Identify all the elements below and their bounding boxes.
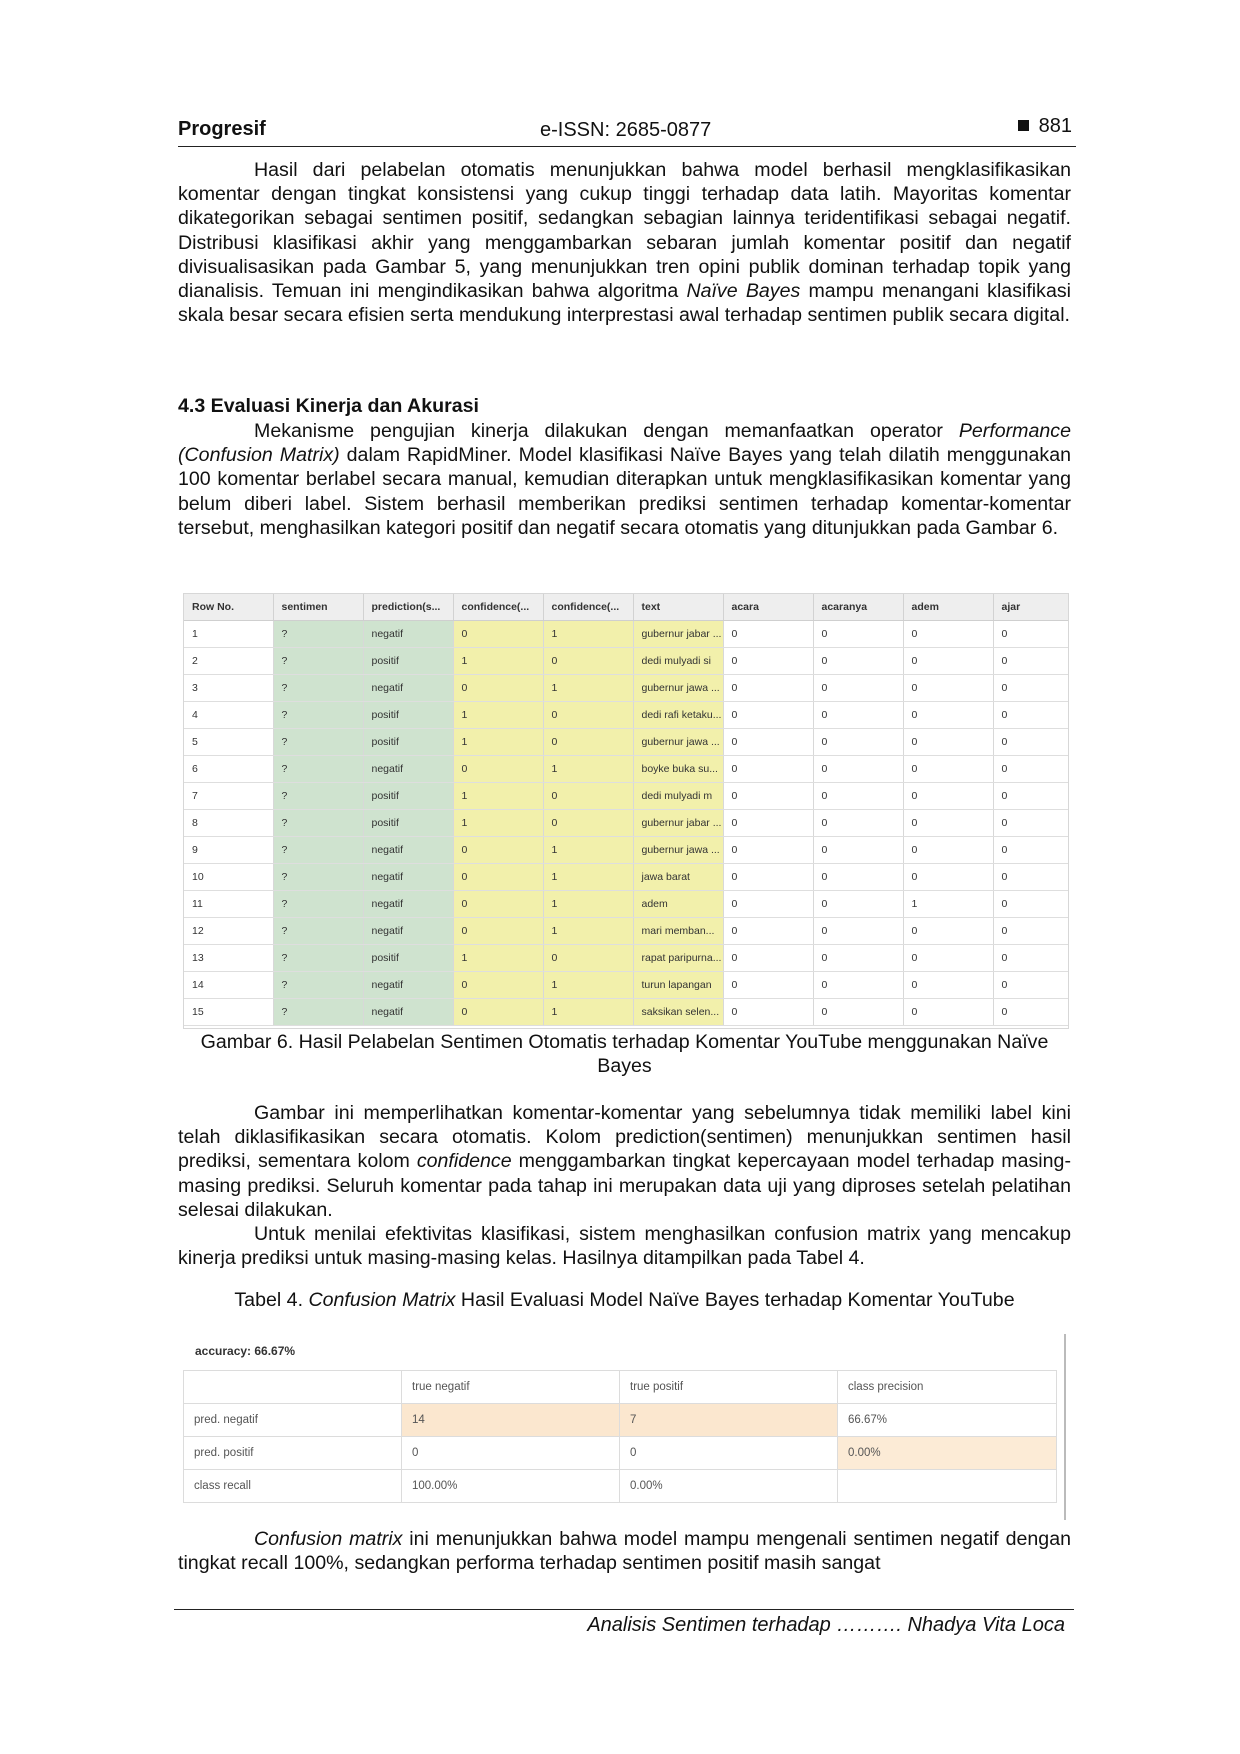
- table-cell: 0: [723, 675, 813, 702]
- figure-6-header-row: [184, 594, 1068, 621]
- table-cell: 0: [453, 837, 543, 864]
- table-cell: positif: [363, 729, 453, 756]
- table-cell: negatif: [363, 756, 453, 783]
- table-cell: dedi mulyadi m: [633, 783, 723, 810]
- table-cell: negatif: [363, 918, 453, 945]
- figure-6-header-cell: confidence(...: [543, 594, 633, 621]
- confusion-cell: 0.00%: [620, 1470, 838, 1503]
- table-cell: 13: [184, 945, 273, 972]
- table-cell: 1: [543, 675, 633, 702]
- table-cell: ?: [273, 702, 363, 729]
- table-cell: ?: [273, 972, 363, 999]
- table-cell: negatif: [363, 675, 453, 702]
- table-4-caption: [178, 1288, 1071, 1312]
- table-cell: gubernur jawa ...: [633, 837, 723, 864]
- confusion-matrix-scrollbar: [1064, 1334, 1066, 1520]
- table-cell: gubernur jabar ...: [633, 810, 723, 837]
- table-cell: 0: [993, 729, 1068, 756]
- table-cell: 0: [813, 918, 903, 945]
- table-row: [184, 675, 1068, 702]
- table-cell: 0: [453, 621, 543, 648]
- table-cell: 0: [903, 864, 993, 891]
- table-cell: 0: [453, 918, 543, 945]
- table-cell: adem: [633, 891, 723, 918]
- paragraph-1-text-b: mampu menangani klasifikasi skala besar secara efisien serta mendukung interprestasi awal terhadap sentimen publik secara digital.: [178, 280, 1071, 327]
- table-cell: 7: [184, 783, 273, 810]
- table-cell: 0: [993, 810, 1068, 837]
- table-cell: 0: [993, 837, 1068, 864]
- table-cell: 0: [993, 702, 1068, 729]
- table-row: [184, 999, 1068, 1026]
- table-cell: ?: [273, 756, 363, 783]
- figure-6-header-cell: ajar: [993, 594, 1068, 621]
- table-cell: 0: [453, 972, 543, 999]
- table-cell: 0: [993, 972, 1068, 999]
- figure-6-header-cell: prediction(s...: [363, 594, 453, 621]
- table-cell: 0: [723, 837, 813, 864]
- confusion-cell: 7: [620, 1404, 838, 1437]
- table-row: [184, 756, 1068, 783]
- table-cell: negatif: [363, 621, 453, 648]
- table-cell: 0: [453, 864, 543, 891]
- table-cell: ?: [273, 891, 363, 918]
- table-cell: 0: [993, 783, 1068, 810]
- figure-6-table: [183, 593, 1069, 1029]
- paragraph-1-text-a: Hasil dari pelabelan otomatis menunjukkan bahwa model berhasil mengklasifikasikan komentar dengan tingkat konsistensi yang cukup tinggi terhadap data latih. Mayoritas komentar dikategorikan sebagai sentimen positif, sedangkan sebagian lainnya teridentifikasi sebagai negatif. Distribusi klasifikasi akhir yang menggambarkan sebaran jumlah komentar positif dan negatif divisualisasikan pada Gambar 5, yang menunjukkan tren opini publik dominan terhadap topik yang dianalisis. Temuan ini mengindikasikan bahwa algoritma: [178, 159, 1071, 303]
- paragraph-5: [178, 1527, 1071, 1575]
- table-cell: 0: [813, 783, 903, 810]
- figure-6-header-cell: text: [633, 594, 723, 621]
- confusion-cell: class recall: [184, 1470, 402, 1503]
- table-cell: 0: [903, 999, 993, 1026]
- table-cell: 0: [993, 999, 1068, 1026]
- table-row: [184, 702, 1068, 729]
- table-row: [184, 1404, 1057, 1437]
- table-cell: 0: [543, 945, 633, 972]
- paragraph-4-text: Untuk menilai efektivitas klasifikasi, sistem menghasilkan confusion matrix yang mencakup kinerja prediksi untuk masing-masing kelas. Hasilnya ditampilkan pada Tabel 4.: [178, 1223, 1071, 1270]
- page-number-value: 881: [1038, 115, 1072, 137]
- confusion-cell: [838, 1470, 1057, 1503]
- table-cell: 0: [903, 837, 993, 864]
- table-cell: 0: [993, 621, 1068, 648]
- table-cell: 0: [903, 729, 993, 756]
- table-row: [184, 918, 1068, 945]
- table-cell: ?: [273, 945, 363, 972]
- table-row: [184, 891, 1068, 918]
- paragraph-3-italic: confidence: [416, 1150, 512, 1173]
- paragraph-2: [178, 419, 1071, 540]
- table-cell: 0: [723, 648, 813, 675]
- table-cell: ?: [273, 999, 363, 1026]
- table-row: [184, 783, 1068, 810]
- table-cell: 0: [453, 675, 543, 702]
- table-cell: 0: [723, 864, 813, 891]
- confusion-cell: 0: [402, 1437, 620, 1470]
- table-cell: 14: [184, 972, 273, 999]
- table-cell: dedi rafi ketaku...: [633, 702, 723, 729]
- table-row: [184, 837, 1068, 864]
- table-cell: 1: [543, 918, 633, 945]
- table-cell: 0: [993, 864, 1068, 891]
- confusion-matrix: [183, 1334, 1067, 1520]
- paragraph-2-text-a: Mekanisme pengujian kinerja dilakukan dengan memanfaatkan operator: [254, 420, 959, 442]
- confusion-cell: true negatif: [402, 1371, 620, 1404]
- table-cell: 0: [723, 945, 813, 972]
- table-cell: ?: [273, 783, 363, 810]
- table-cell: 0: [723, 891, 813, 918]
- table-cell: 0: [993, 675, 1068, 702]
- accuracy-label: accuracy: 66.67%: [195, 1344, 296, 1358]
- confusion-cell: [184, 1371, 402, 1404]
- table-row: [184, 1470, 1057, 1503]
- table-cell: positif: [363, 702, 453, 729]
- table-4-caption-a: Tabel 4.: [234, 1289, 309, 1311]
- table-cell: mari memban...: [633, 918, 723, 945]
- table-row: [184, 729, 1068, 756]
- table-cell: 0: [543, 702, 633, 729]
- table-cell: 0: [723, 702, 813, 729]
- table-cell: 0: [543, 729, 633, 756]
- table-cell: positif: [363, 810, 453, 837]
- table-cell: 3: [184, 675, 273, 702]
- table-cell: 0: [903, 621, 993, 648]
- table-cell: 0: [903, 675, 993, 702]
- confusion-cell: 0: [620, 1437, 838, 1470]
- table-cell: jawa barat: [633, 864, 723, 891]
- table-cell: 0: [723, 999, 813, 1026]
- table-cell: 0: [453, 756, 543, 783]
- section-heading: 4.3 Evaluasi Kinerja dan Akurasi: [178, 395, 479, 417]
- table-cell: 1: [453, 783, 543, 810]
- table-cell: 0: [903, 756, 993, 783]
- table-cell: 1: [184, 621, 273, 648]
- table-cell: 4: [184, 702, 273, 729]
- table-cell: 0: [723, 729, 813, 756]
- confusion-cell: 14: [402, 1404, 620, 1437]
- table-row: [184, 810, 1068, 837]
- table-cell: dedi mulyadi si: [633, 648, 723, 675]
- table-cell: 0: [543, 783, 633, 810]
- table-cell: 0: [993, 945, 1068, 972]
- table-cell: 0: [723, 756, 813, 783]
- table-row: [184, 972, 1068, 999]
- table-cell: 0: [723, 972, 813, 999]
- table-cell: 0: [993, 648, 1068, 675]
- confusion-cell: 66.67%: [838, 1404, 1057, 1437]
- table-cell: 0: [993, 756, 1068, 783]
- square-bullet-icon: [1018, 120, 1029, 131]
- paragraph-1-italic: Naïve Bayes: [686, 280, 801, 303]
- table-cell: 0: [903, 918, 993, 945]
- journal-name: Progresif: [178, 118, 266, 140]
- table-cell: 1: [903, 891, 993, 918]
- paragraph-4: [178, 1222, 1071, 1270]
- table-cell: 0: [813, 891, 903, 918]
- table-cell: 0: [813, 972, 903, 999]
- table-cell: 0: [993, 918, 1068, 945]
- confusion-cell: 100.00%: [402, 1470, 620, 1503]
- table-cell: turun lapangan: [633, 972, 723, 999]
- table-cell: 0: [903, 972, 993, 999]
- page-number: [1018, 115, 1072, 138]
- paragraph-1: [178, 158, 1071, 327]
- table-cell: 0: [723, 783, 813, 810]
- figure-6-header-cell: acara: [723, 594, 813, 621]
- confusion-cell: pred. positif: [184, 1437, 402, 1470]
- table-cell: 9: [184, 837, 273, 864]
- table-cell: 0: [813, 675, 903, 702]
- table-4-caption-b: Hasil Evaluasi Model Naïve Bayes terhadap Komentar YouTube: [455, 1289, 1015, 1311]
- table-cell: 0: [813, 810, 903, 837]
- table-cell: negatif: [363, 999, 453, 1026]
- table-cell: 1: [453, 648, 543, 675]
- table-cell: ?: [273, 621, 363, 648]
- table-cell: 1: [543, 972, 633, 999]
- paragraph-5-italic: Confusion matrix: [254, 1528, 403, 1550]
- paragraph-5-text: ini menunjukkan bahwa model mampu mengenali sentimen negatif dengan tingkat recall 100%, sedangkan performa terhadap sentimen positif masih sangat: [178, 1528, 1071, 1575]
- table-cell: 11: [184, 891, 273, 918]
- figure-6-header-cell: Row No.: [184, 594, 273, 621]
- confusion-cell: class precision: [838, 1371, 1057, 1404]
- table-cell: 0: [453, 999, 543, 1026]
- table-cell: 0: [813, 621, 903, 648]
- table-cell: 0: [813, 648, 903, 675]
- table-cell: 0: [903, 945, 993, 972]
- table-row: [184, 1437, 1057, 1470]
- paragraph-3: [178, 1101, 1071, 1222]
- table-cell: 0: [813, 729, 903, 756]
- paragraph-2-text-b: dalam RapidMiner. Model klasifikasi Naïve Bayes yang telah dilatih menggunakan 100 komentar berlabel secara manual, kemudian diterapkan untuk mengklasifikasikan komentar yang belum diberi label. Sistem berhasil memberikan prediksi sentimen terhadap komentar-komentar tersebut, menghasilkan kategori positif dan negatif secara otomatis yang ditunjukkan pada Gambar 6.: [178, 444, 1071, 539]
- table-cell: ?: [273, 864, 363, 891]
- table-cell: positif: [363, 783, 453, 810]
- table-cell: 1: [543, 621, 633, 648]
- table-cell: rapat paripurna...: [633, 945, 723, 972]
- confusion-header-row: [184, 1371, 1057, 1404]
- table-cell: 8: [184, 810, 273, 837]
- table-cell: ?: [273, 810, 363, 837]
- table-cell: positif: [363, 648, 453, 675]
- table-cell: gubernur jawa ...: [633, 729, 723, 756]
- table-cell: ?: [273, 648, 363, 675]
- table-cell: ?: [273, 837, 363, 864]
- journal-issn: e-ISSN: 2685-0877: [540, 119, 712, 141]
- table-cell: 0: [903, 783, 993, 810]
- page-footer: Analisis Sentimen terhadap ………. Nhadya Vita Loca: [587, 1614, 1065, 1636]
- table-cell: negatif: [363, 864, 453, 891]
- table-cell: 1: [543, 837, 633, 864]
- figure-6-header-cell: adem: [903, 594, 993, 621]
- table-cell: positif: [363, 945, 453, 972]
- figure-6-header-cell: sentimen: [273, 594, 363, 621]
- table-cell: 1: [543, 864, 633, 891]
- table-row: [184, 945, 1068, 972]
- table-cell: ?: [273, 918, 363, 945]
- table-cell: ?: [273, 675, 363, 702]
- table-cell: gubernur jawa ...: [633, 675, 723, 702]
- table-cell: 1: [453, 702, 543, 729]
- table-cell: 10: [184, 864, 273, 891]
- table-cell: ?: [273, 729, 363, 756]
- table-cell: 1: [453, 729, 543, 756]
- table-cell: 0: [543, 810, 633, 837]
- table-cell: 0: [813, 945, 903, 972]
- figure-6-header-cell: confidence(...: [453, 594, 543, 621]
- table-cell: 0: [723, 918, 813, 945]
- table-cell: 0: [813, 999, 903, 1026]
- table-cell: 0: [903, 648, 993, 675]
- table-cell: gubernur jabar ...: [633, 621, 723, 648]
- table-cell: 1: [543, 891, 633, 918]
- table-cell: 1: [453, 810, 543, 837]
- figure-6-caption: Gambar 6. Hasil Pelabelan Sentimen Otomatis terhadap Komentar YouTube menggunakan Naïve Bayes: [200, 1031, 1049, 1078]
- table-cell: 0: [543, 648, 633, 675]
- table-row: [184, 648, 1068, 675]
- table-cell: saksikan selen...: [633, 999, 723, 1026]
- table-cell: 0: [993, 891, 1068, 918]
- table-4-caption-italic: Confusion Matrix: [308, 1289, 456, 1311]
- table-cell: 5: [184, 729, 273, 756]
- table-cell: 0: [903, 702, 993, 729]
- table-cell: 1: [453, 945, 543, 972]
- paragraph-3-text-a: Gambar ini memperlihatkan komentar-komentar yang sebelumnya tidak memiliki label kini telah diklasifikasikan secara otomatis. Kolom prediction(sentimen) menunjukkan sentimen hasil prediksi, sementara kolom: [178, 1102, 1071, 1173]
- table-cell: 12: [184, 918, 273, 945]
- table-cell: 2: [184, 648, 273, 675]
- table-cell: 1: [543, 756, 633, 783]
- table-cell: 1: [543, 999, 633, 1026]
- table-cell: negatif: [363, 891, 453, 918]
- figure-6-header-cell: acaranya: [813, 594, 903, 621]
- table-cell: 0: [813, 702, 903, 729]
- table-cell: 0: [453, 891, 543, 918]
- table-cell: 0: [813, 864, 903, 891]
- table-cell: 0: [903, 810, 993, 837]
- table-cell: negatif: [363, 837, 453, 864]
- confusion-cell: true positif: [620, 1371, 838, 1404]
- paragraph-2-italic: Performance (Confusion Matrix): [178, 420, 1071, 467]
- table-cell: 6: [184, 756, 273, 783]
- table-cell: negatif: [363, 972, 453, 999]
- footer-rule: [174, 1609, 1074, 1610]
- page-header: [178, 112, 1076, 147]
- table-cell: boyke buka su...: [633, 756, 723, 783]
- paragraph-3-text-b: menggambarkan tingkat kepercayaan model terhadap masing-masing prediksi. Seluruh komentar pada tahap ini merupakan data uji yang diproses setelah pelatihan selesai dilakukan.: [178, 1150, 1071, 1221]
- table-row: [184, 864, 1068, 891]
- confusion-cell: pred. negatif: [184, 1404, 402, 1437]
- table-cell: 0: [723, 621, 813, 648]
- table-cell: 0: [723, 810, 813, 837]
- table-cell: 0: [813, 756, 903, 783]
- table-row: [184, 621, 1068, 648]
- table-cell: 0: [813, 837, 903, 864]
- confusion-cell: 0.00%: [838, 1437, 1057, 1470]
- table-cell: 15: [184, 999, 273, 1026]
